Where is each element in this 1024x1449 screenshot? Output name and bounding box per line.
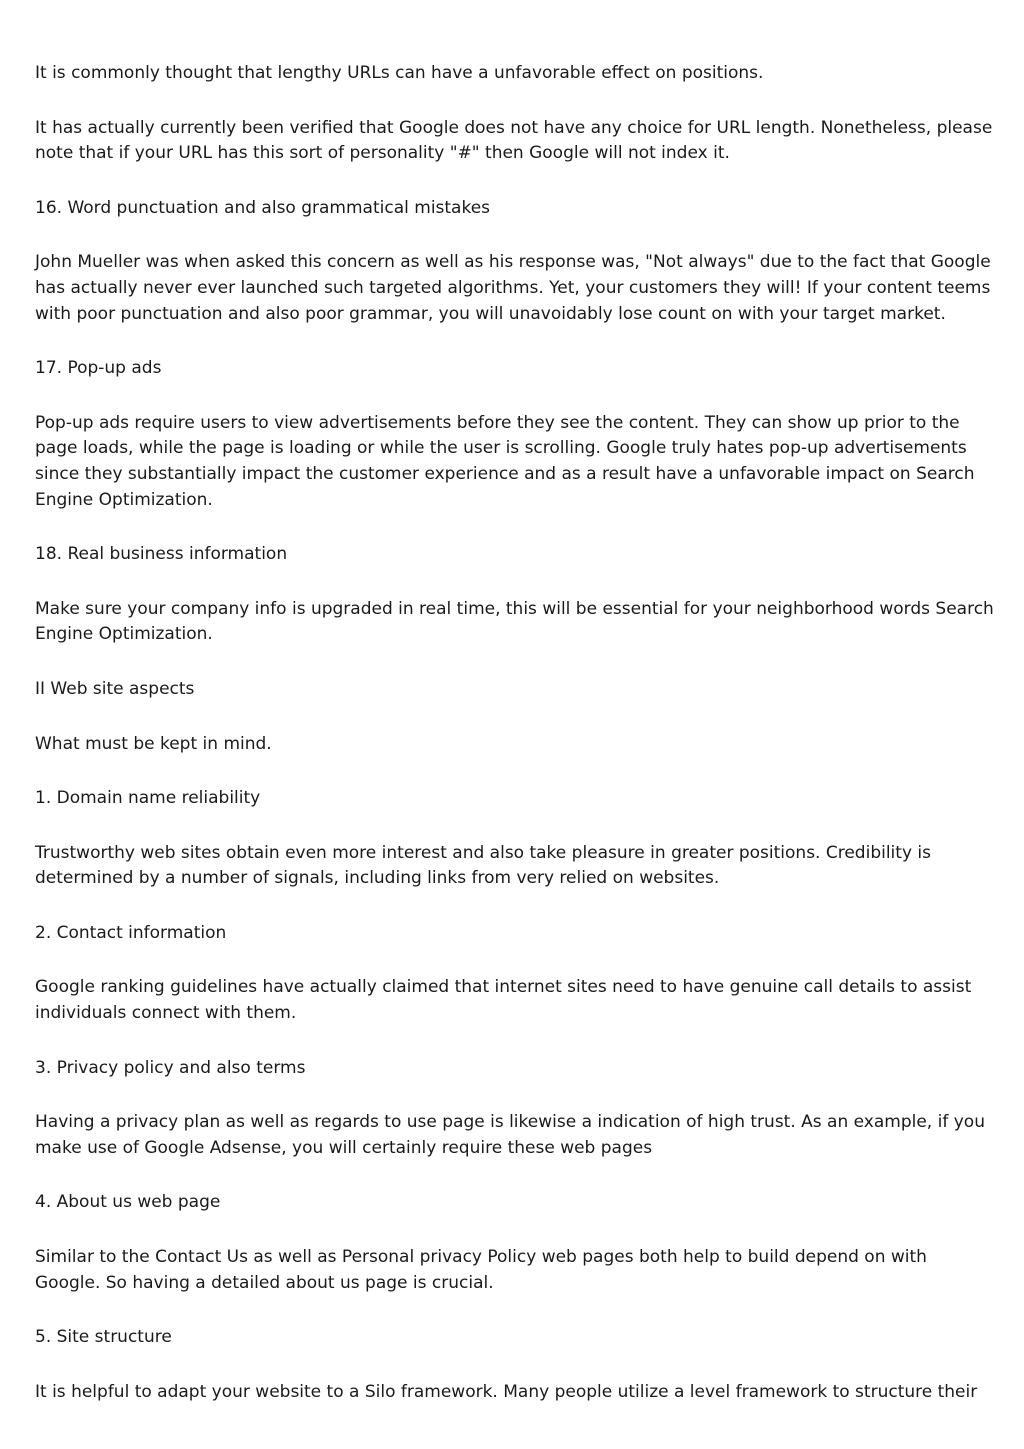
document-page [35,61,995,1434]
section-heading-website-aspects: II Web site aspects [35,678,195,699]
section-heading-2: 2. Contact information [35,922,227,943]
section-heading-17: 17. Pop-up ads [35,358,162,379]
paragraph-keep-in-mind: What must be kept in mind. [35,733,272,754]
paragraph-business-info: Make sure your company info is upgraded in real time, this will be essential for your neighborhood words Search Engine Optimization. [35,598,994,645]
paragraph-domain-reliability: Trustworthy web sites obtain even more interest and also take pleasure in greater positions. Credibility is determined by a number of signals, including links from very relied on websites. [35,842,931,889]
paragraph-popup-ads: Pop-up ads require users to view advertisements before they see the content. They can show up prior to the page loads, while the page is loading or while the user is scrolling. Google truly hates pop-up advertisements since they substantially impact the customer experience and as a result have a unfavorable impact on Search Engine Optimization. [35,412,975,510]
paragraph-about-us: Similar to the Contact Us as well as Personal privacy Policy web pages both help to build depend on with Google. So having a detailed about us page is crucial. [35,1247,927,1293]
paragraph-contact-info: Google ranking guidelines have actually claimed that internet sites need to have genuine call details to assist individuals connect with them. [35,977,972,1024]
paragraph-url-length-myth: It is commonly thought that lengthy URLs can have a unfavorable effect on positions. [35,63,764,83]
paragraph-grammar: John Mueller was when asked this concern as well as his response was, "Not always" due to the fact that Google has actually never ever launched such targeted algorithms. Yet, your customers they will! If your content teems with poor punctuation and also poor grammar, you will unavoidably lose count on with your target market. [35,252,991,324]
section-heading-18: 18. Real business information [35,544,288,565]
section-heading-4: 4. About us web page [35,1192,221,1213]
paragraph-url-length-verified: It has actually currently been verified that Google does not have any choice for URL length. Nonetheless, please note that if your URL has this sort of personality "#" then Google will not index it. [35,117,993,164]
section-heading-1: 1. Domain name reliability [35,788,261,809]
paragraph-site-structure: It is helpful to adapt your website to a Silo framework. Many people utilize a level framework to structure their [35,1381,978,1402]
section-heading-3: 3. Privacy policy and also terms [35,1057,306,1078]
section-heading-16: 16. Word punctuation and also grammatical mistakes [35,197,491,218]
paragraph-privacy-policy: Having a privacy plan as well as regards to use page is likewise a indication of high trust. As an example, if you make use of Google Adsense, you will certainly require these web pages [35,1112,985,1158]
section-heading-5: 5. Site structure [35,1327,172,1348]
